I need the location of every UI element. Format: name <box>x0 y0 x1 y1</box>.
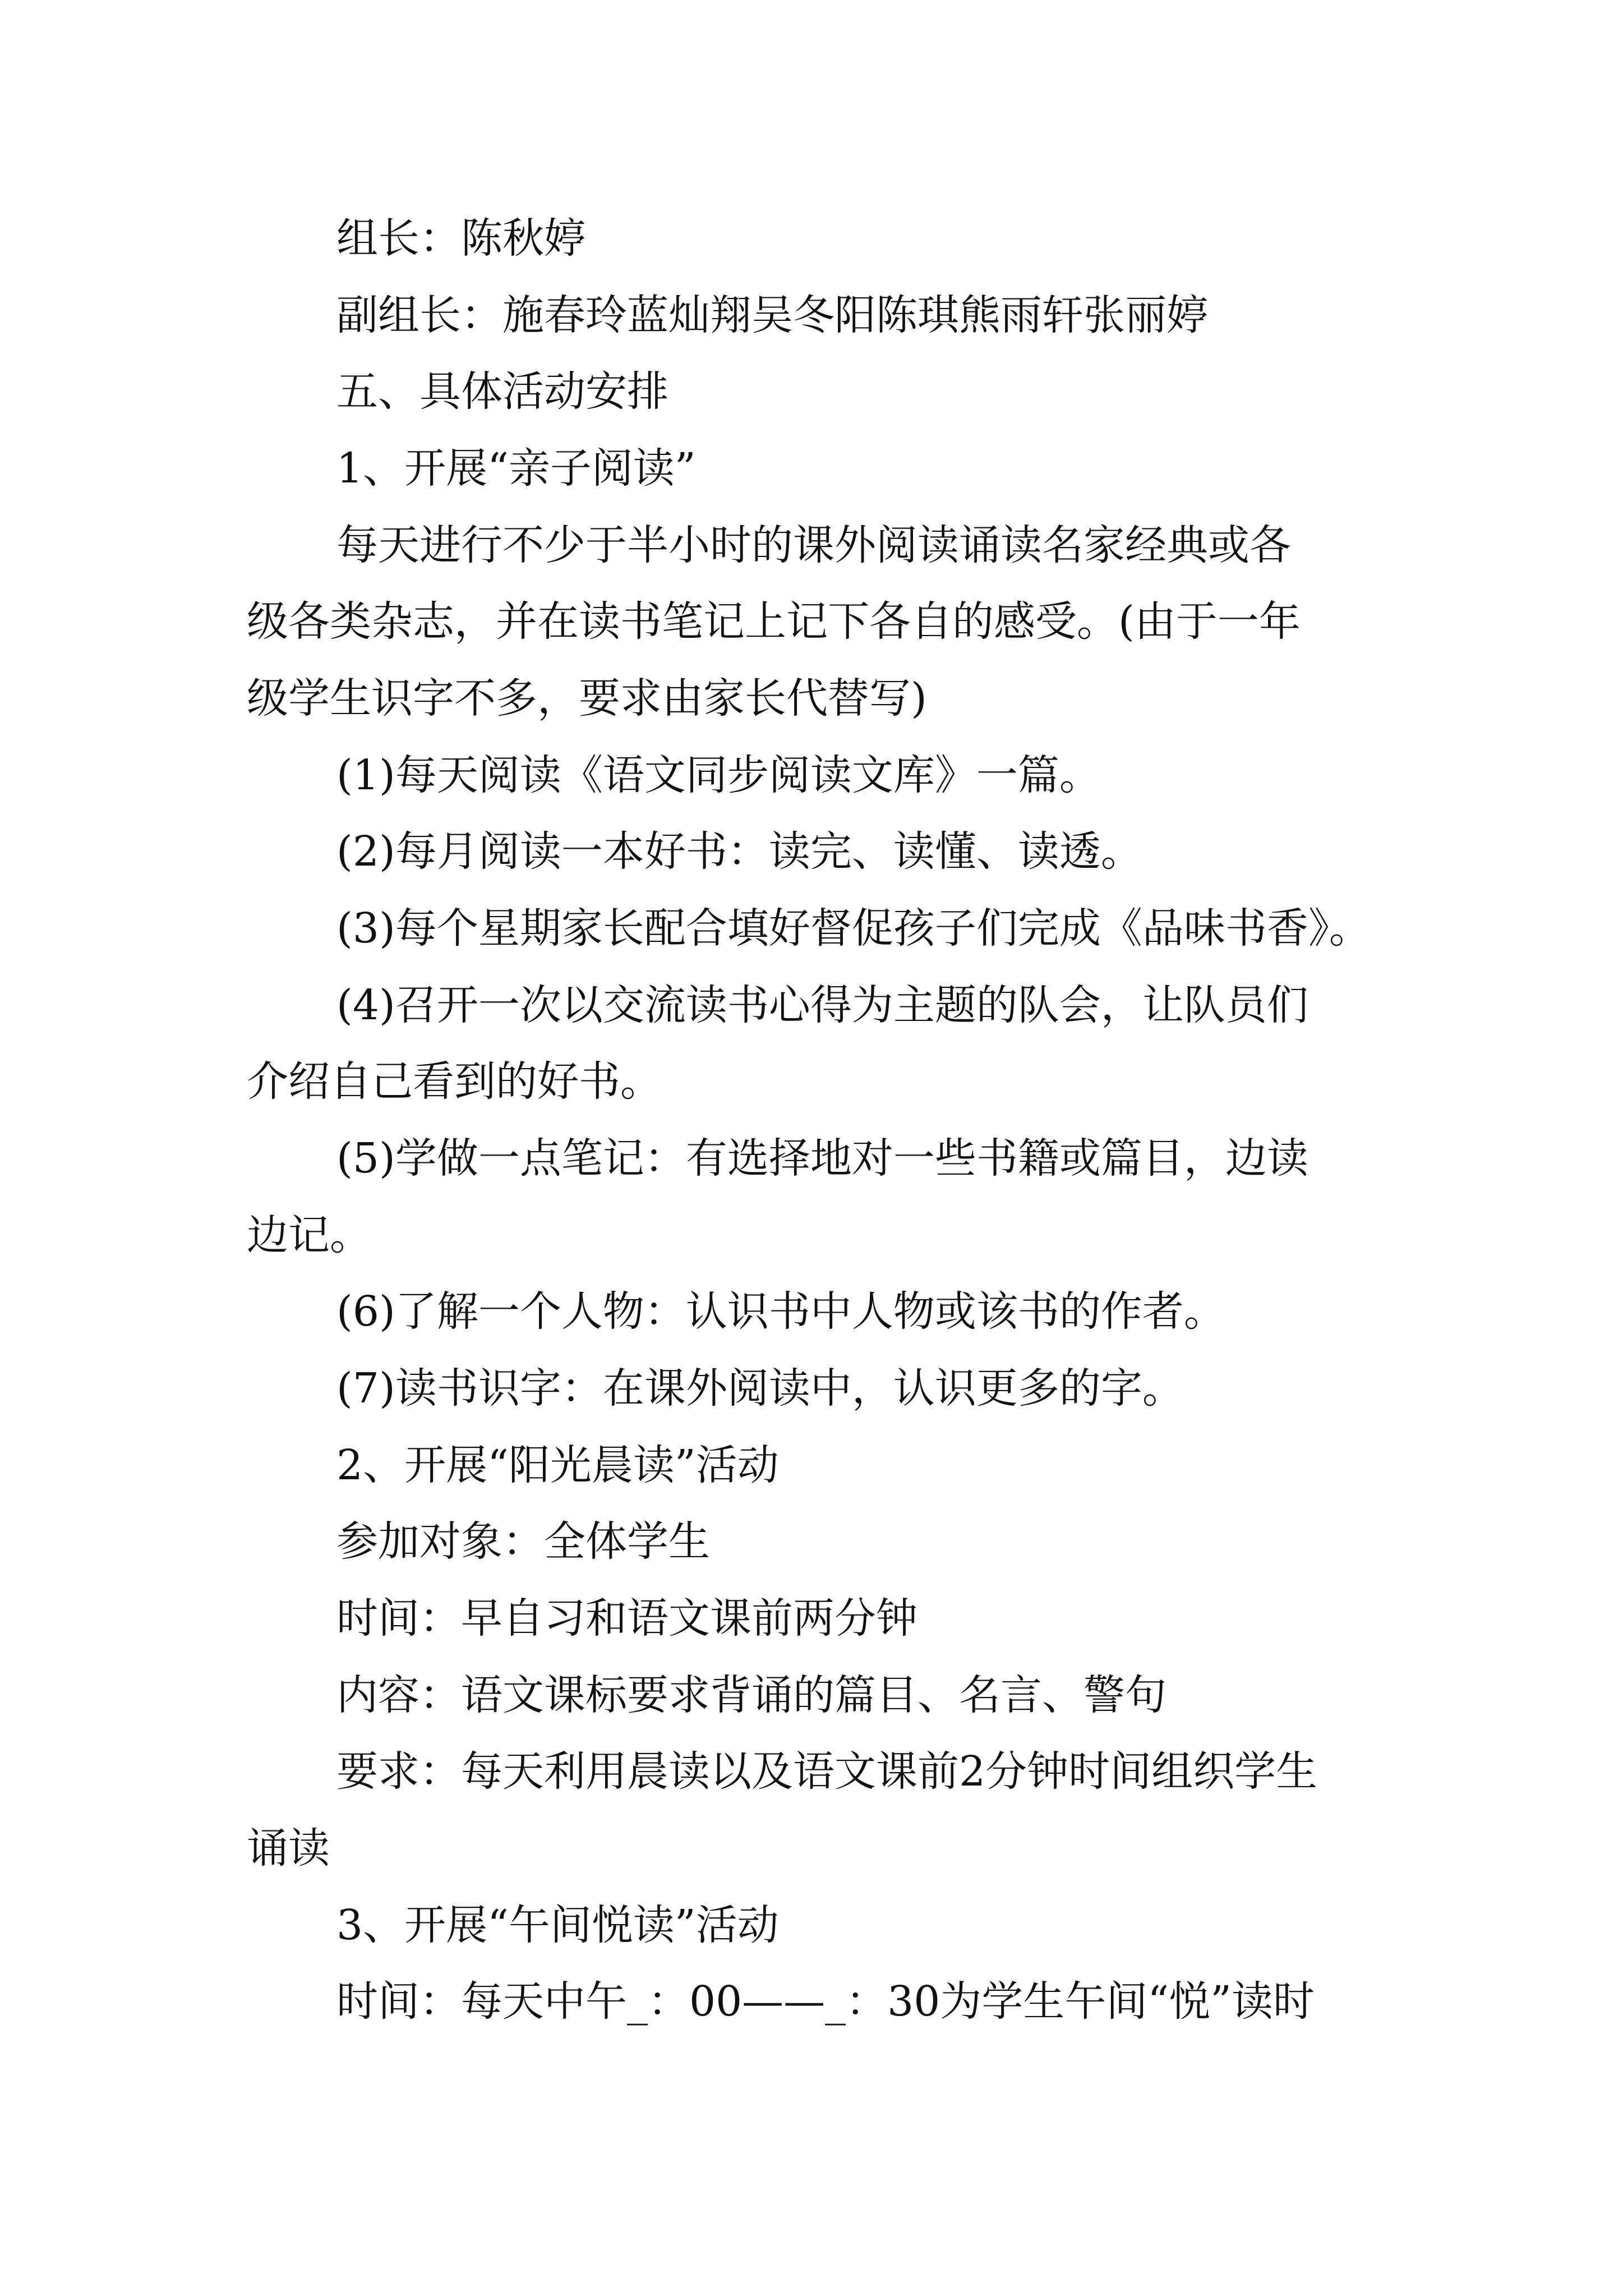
line-list-item: (1)每天阅读《语文同步阅读文库》一篇。 <box>336 751 1101 799</box>
line-item-1-heading: 1、开展“亲子阅读” <box>336 444 696 493</box>
line-paragraph: 级各类杂志，并在读书笔记上记下各自的感受。(由于一年 <box>247 597 1301 646</box>
line-paragraph: 每天进行不少于半小时的课外阅读诵读名家经典或各 <box>336 521 1291 569</box>
line-list-item: (7)读书识字：在课外阅读中，认识更多的字。 <box>336 1364 1184 1412</box>
line-list-item-cont: 介绍自己看到的好书。 <box>247 1057 662 1106</box>
line-section-five: 五、具体活动安排 <box>336 367 668 416</box>
line-list-item-cont: 边记。 <box>247 1211 371 1259</box>
line-participants: 参加对象：全体学生 <box>336 1517 710 1566</box>
line-noon-time: 时间：每天中午_：00——_：30为学生午间“悦”读时 <box>336 1977 1315 2026</box>
line-list-item: (6)了解一个人物：认识书中人物或该书的作者。 <box>336 1287 1225 1336</box>
line-list-item: (3)每个星期家长配合填好督促孩子们完成《品味书香》。 <box>336 904 1371 953</box>
line-group-leader: 组长：陈秋婷 <box>336 214 585 263</box>
line-paragraph: 级学生识字不多，要求由家长代替写) <box>247 674 927 723</box>
line-list-item: (4)召开一次以交流读书心得为主题的队会，让队员们 <box>336 981 1308 1029</box>
line-deputy-leaders: 副组长：施春玲蓝灿翔吴冬阳陈琪熊雨轩张丽婷 <box>336 291 1208 339</box>
line-item-3-heading: 3、开展“午间悦读”活动 <box>336 1901 779 1949</box>
line-requirement-cont: 诵读 <box>247 1824 330 1872</box>
line-content: 内容：语文课标要求背诵的篇目、名言、警句 <box>336 1671 1166 1719</box>
line-requirement: 要求：每天利用晨读以及语文课前2分钟时间组织学生 <box>336 1747 1318 1796</box>
line-time: 时间：早自习和语文课前两分钟 <box>336 1594 917 1642</box>
line-list-item: (5)学做一点笔记：有选择地对一些书籍或篇目，边读 <box>336 1134 1308 1182</box>
line-item-2-heading: 2、开展“阳光晨读”活动 <box>336 1441 779 1489</box>
line-list-item: (2)每月阅读一本好书：读完、读懂、读透。 <box>336 827 1142 876</box>
